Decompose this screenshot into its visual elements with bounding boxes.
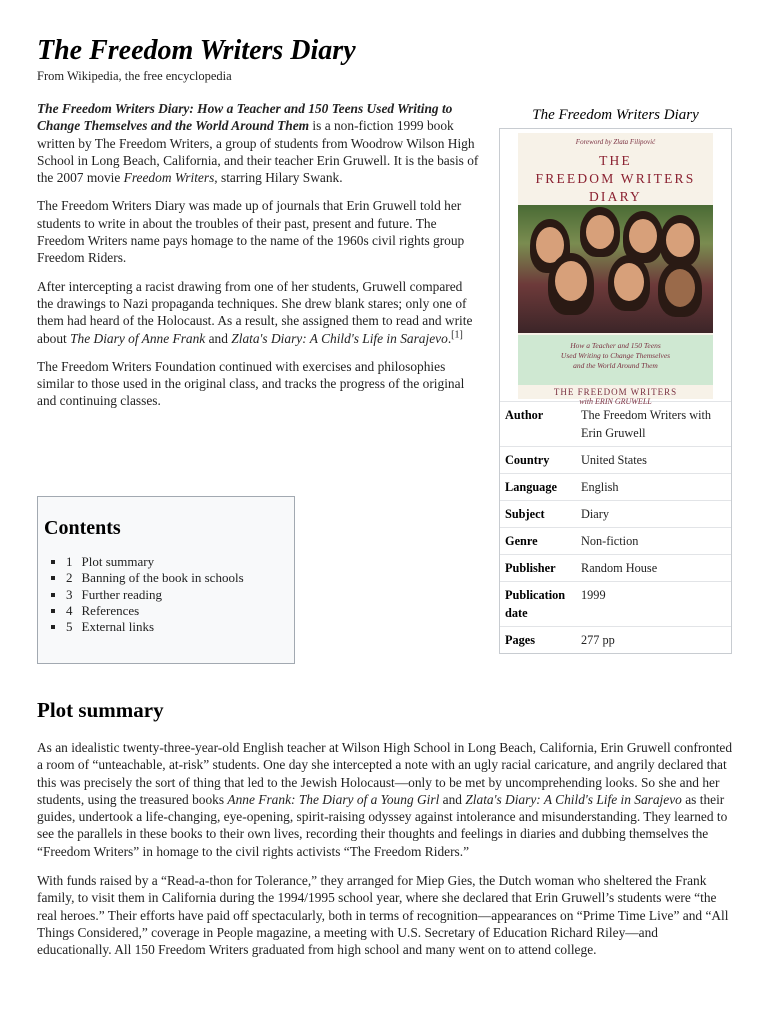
toc-number: 3 [66, 586, 73, 602]
infobox-table [500, 401, 731, 653]
infobox-label: Pages [500, 627, 576, 654]
infobox-value: The Freedom Writers with Erin Gruwell [576, 402, 731, 447]
infobox-row [500, 474, 731, 501]
person-face [665, 269, 695, 307]
tagline: From Wikipedia, the free encyclopedia [37, 69, 232, 83]
article-content [37, 100, 733, 958]
book-link-zlata[interactable]: Zlata's Diary: A Child's Life in Sarajevo [231, 330, 448, 346]
infobox-row [500, 501, 731, 528]
infobox-row [500, 627, 731, 654]
plot-paragraph-1 [37, 739, 733, 860]
person-face [586, 215, 614, 249]
lead-text: is a non-fiction 1999 book written by The Freedom Writers, a group of students from Woodrow Wilson High School in Long Beach, California, and their teacher Erin Gruwell. It is the basis of the 2007 movie [37, 118, 479, 186]
infobox-row [500, 447, 731, 474]
lead-paragraph-1 [37, 100, 482, 186]
toc-number: 4 [66, 602, 73, 618]
infobox-value: 277 pp [576, 627, 731, 654]
toc-item-further-reading[interactable] [66, 587, 294, 603]
lead-text: After intercepting a racist drawing from one of her students, Gruwell compared the drawings to Nazi propaganda techniques. She drew blank stares; only one of them had heard of the Holocaust. As a result, she assigned them to read and write about [37, 278, 473, 346]
section-heading: Plot summary [37, 698, 164, 722]
infobox-caption: The Freedom Writers Diary [532, 107, 699, 123]
page-title: The Freedom Writers Diary [37, 35, 356, 66]
toc-label: Further reading [81, 586, 163, 602]
cover-author: THE FREEDOM WRITERS [553, 387, 678, 397]
toc-label: Plot summary [81, 554, 155, 569]
infobox-label: Subject [500, 501, 576, 528]
cover-title-line: DIARY [588, 189, 642, 204]
toc-label: References [81, 602, 140, 618]
infobox-label: Country [500, 447, 576, 474]
toc-item-banning[interactable] [66, 570, 294, 586]
plot-text: As an idealistic twenty-three-year-old English teacher at Wilson High School in Long Beach, California, Erin Gruwell confronted a room of “unteachable, at-risk” students. One day she intercepted a note with an ugly racial caricature, and angrily declared that this was precisely the sort of thing that led to the Jewish Holocaust—only to be met by uncomprehending looks. So she and her students, using the treasured books [37, 740, 733, 807]
toc-label: External links [81, 619, 155, 635]
cover-subtitle-line: and the World Around Them [573, 361, 658, 370]
lead-text: . [447, 330, 452, 346]
cover-title [518, 152, 713, 206]
toc-title: Contents [44, 517, 121, 539]
lead-paragraph-2: The Freedom Writers Diary was made up of journals that Erin Gruwell told her students to write in about the troubles of their past, present and future. The Freedom Writers name pays homage to the name of the 1960s civil rights group Freedom Riders. [37, 198, 465, 266]
reference-link[interactable]: [1] [451, 329, 463, 341]
infobox-value: 1999 [576, 582, 731, 627]
person-face [614, 263, 644, 301]
book-link-anne-frank[interactable]: The Diary of Anne Frank [70, 330, 206, 346]
plot-summary-section [37, 696, 733, 971]
person-face [629, 219, 657, 253]
infobox-value: Non-fiction [576, 528, 731, 555]
infobox-label: Language [500, 474, 576, 501]
lead-paragraph-3 [37, 278, 482, 347]
cover-title-line: THE [599, 153, 632, 168]
book-cover-image[interactable] [518, 133, 713, 406]
infobox-value: Diary [576, 501, 731, 528]
person-face [666, 223, 694, 257]
movie-link[interactable]: Freedom Writers [123, 170, 215, 186]
infobox-row [500, 402, 731, 447]
toc-item-external-links[interactable] [66, 619, 294, 635]
lead-paragraph-4: The Freedom Writers Foundation continued with exercises and philosophies similar to those used in the original class, and tracks the progress of the original and continuing classes. [37, 358, 465, 409]
person-face [555, 261, 587, 301]
cover-foreword: Foreword by Zlata Filipović [575, 138, 656, 146]
book-link-anne-frank-diary[interactable]: Anne Frank: The Diary of a Young Girl [227, 791, 440, 807]
toc-label: Banning of the book in schools [81, 570, 244, 586]
table-of-contents [37, 496, 295, 664]
cover-author-with: with ERIN GRUWELL [579, 397, 652, 406]
cover-subtitle [518, 335, 713, 385]
plot-text: and [439, 791, 466, 807]
bold-book-title: The Freedom Writers Diary: How a Teacher and 150 Teens Used Writing to Change Themselves and the World Around Them [37, 101, 453, 134]
toc-number: 1 [66, 554, 73, 569]
infobox-label: Genre [500, 528, 576, 555]
infobox-value[interactable]: United States [576, 447, 731, 474]
infobox-frame [499, 128, 732, 654]
infobox-label: Publication date [500, 582, 576, 627]
infobox-row [500, 528, 731, 555]
infobox [499, 100, 732, 654]
cover-subtitle-line: How a Teacher and 150 Teens [570, 341, 661, 350]
infobox-row [500, 555, 731, 582]
toc-item-references[interactable] [66, 603, 294, 619]
infobox-value: English [576, 474, 731, 501]
plot-text: as their guides, undertook a life-changing, eye-opening, spirit-raising odyssey against intolerance and misunderstanding. They learned to see the parallels in these books to their own lives, recording their thoughts and feelings in diaries and dubbing themselves the “Freedom Writers” in homage to the civil rights activists “The Freedom Riders.” [37, 791, 728, 859]
infobox-label: Author [500, 402, 576, 447]
article [37, 32, 733, 958]
book-link-zlata-diary[interactable]: Zlata's Diary: A Child's Life in Sarajevo [465, 791, 682, 807]
cover-subtitle-line: Used Writing to Change Themselves [560, 351, 671, 360]
toc-number: 5 [66, 619, 73, 635]
infobox-label: Publisher [500, 555, 576, 582]
toc-list [44, 554, 294, 635]
plot-paragraph-2: With funds raised by a “Read-a-thon for Tolerance,” they arranged for Miep Gies, the Dutch woman who sheltered the Frank family, to visit them in California during the 1994/1995 school year, where she declared that Erin Gruwell’s students were “the real heroes.” Their efforts have paid off spectacularly, both in terms of recognition—appearances on “Prime Time Live” and “All Things Considered,” coverage in People magazine, a meeting with U.S. Secretary of Education Richard Riley—and educationally. All 150 Freedom Writers graduated from high school and many went on to attend college. [37, 873, 729, 958]
lead-text: and [205, 330, 232, 346]
lead-section [37, 100, 482, 410]
infobox-row [500, 582, 731, 627]
lead-text: , starring Hilary Swank. [214, 170, 343, 186]
toc-number: 2 [66, 570, 73, 586]
cover-group-photo [518, 205, 713, 333]
cover-title-line: FREEDOM WRITERS [535, 171, 696, 186]
toc-item-plot-summary[interactable] [66, 554, 294, 570]
infobox-value[interactable]: Random House [576, 555, 731, 582]
